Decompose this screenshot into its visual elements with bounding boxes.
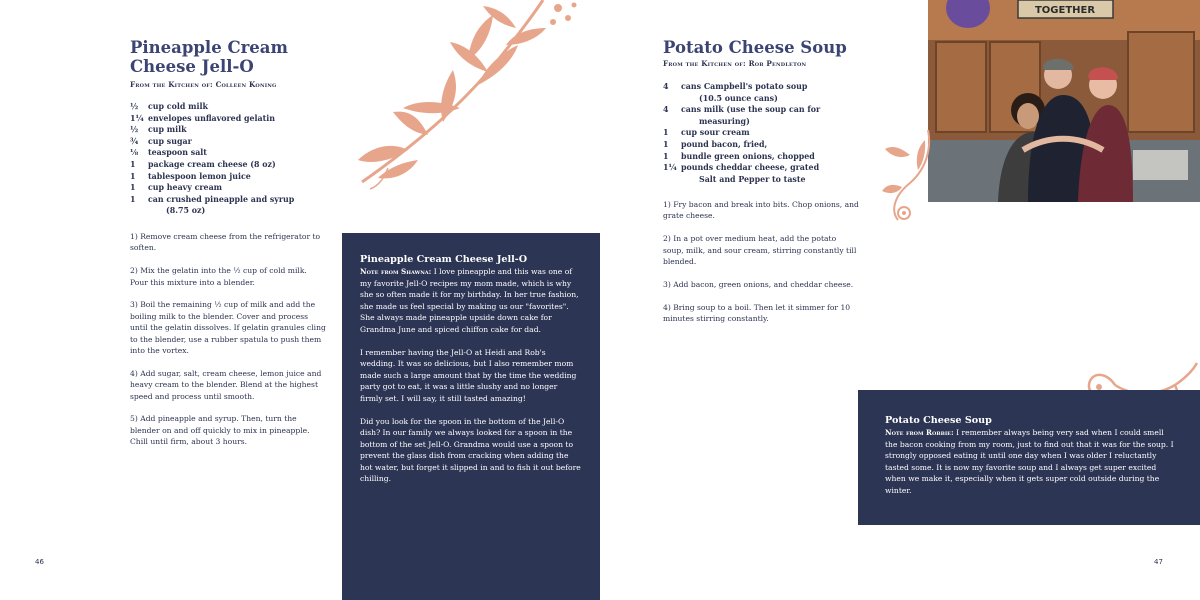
ingredient-quantity: 4 — [663, 82, 669, 91]
ingredient-row — [663, 104, 883, 116]
recipe-title — [130, 38, 330, 76]
ingredient-row — [663, 174, 883, 186]
ingredient-item: pound bacon, fried, — [681, 139, 768, 149]
ingredient-list — [663, 81, 883, 185]
ingredient-list — [130, 101, 330, 217]
ingredient-item: cup sugar — [148, 136, 192, 146]
ingredient-row — [130, 159, 330, 171]
ingredient-item: can crushed pineapple and syrup — [148, 194, 295, 204]
ingredient-row — [663, 139, 883, 151]
ingredient-quantity: 1 — [130, 183, 136, 193]
note-paragraph-2: I remember having the Jell-O at Heidi and Rob's wedding. It was so delicious, but I also remember mom made such a large amount that by the time the wedding party got to eat, it was a little slushy and no longer firmly set. I will say, it still tasted amazing! — [360, 347, 577, 403]
ingredient-item: measuring) — [699, 116, 750, 126]
ingredient-quantity — [663, 93, 681, 105]
note-paragraph-3: Did you look for the spoon in the bottom of the Jell-O dish? In our family we always looked for a spoon in the bottom of the set Jell-O. Grandma would use a spoon to prevent the glass dish from cracking when adding the hot water, but forget it slipped in and to fish it out before chilling. — [360, 416, 581, 483]
note-title: Potato Cheese Soup — [885, 415, 992, 426]
ingredient-item: cans Campbell's potato soup — [681, 82, 808, 91]
ingredient-quantity: 1 — [663, 151, 669, 161]
ingredient-quantity: 1¼ — [130, 113, 144, 123]
recipe-step: 5) Add pineapple and syrup. Then, turn the blender on and off quickly to mix in pineapple. Chill until firm, about 3 hours. — [130, 414, 310, 447]
ingredient-row — [663, 162, 883, 174]
recipe-step: 4) Bring soup to a boil. Then let it simmer for 10 minutes stirring constantly. — [663, 302, 851, 324]
ingredient-row — [130, 124, 330, 136]
ingredient-quantity — [663, 174, 681, 186]
ingredient-row — [130, 113, 330, 125]
page-number: 46 — [35, 558, 44, 566]
recipe-step: 1) Remove cream cheese from the refrigerator to soften. — [130, 232, 321, 253]
recipe-byline: From the Kitchen of: Colleen Koning — [130, 80, 277, 89]
family-photo — [928, 0, 1200, 202]
note-box — [858, 390, 1200, 525]
ingredient-quantity — [663, 116, 681, 128]
ingredient-row — [130, 171, 330, 183]
note-paragraph-1: I remember always being very sad when I could smell the bacon cooking from my room, just to find out that it was for the soup. I strongly opposed eating it until one day when I was older I reluctantly tasted some. It is now my favorite soup and I always get super excited when we make it, especially when it gets super cold outside during the winter. — [885, 428, 1174, 495]
family-photo-illustration — [928, 0, 1200, 202]
ingredient-quantity: 4 — [663, 105, 669, 115]
note-body — [360, 266, 582, 485]
note-title: Pineapple Cream Cheese Jell-O — [360, 254, 528, 265]
ingredient-row — [663, 116, 883, 128]
ingredient-item: cup heavy cream — [148, 183, 223, 193]
ingredient-item: cup sour cream — [681, 128, 750, 138]
ingredient-item: envelopes unflavored gelatin — [148, 113, 275, 123]
ingredient-item: pounds cheddar cheese, grated — [681, 163, 820, 173]
ingredient-row — [663, 151, 883, 163]
ingredient-row — [130, 205, 330, 217]
floral-branch-decoration — [348, 0, 584, 190]
ingredient-row — [130, 136, 330, 148]
ingredient-quantity: ¾ — [130, 136, 139, 146]
recipe-title: Potato Cheese Soup — [663, 38, 847, 57]
ingredient-quantity: 1¼ — [663, 163, 677, 173]
ingredient-quantity: 1 — [130, 171, 136, 181]
ingredient-item: package cream cheese (8 oz) — [148, 159, 276, 169]
ingredient-row — [663, 93, 883, 105]
recipe-byline: From the Kitchen of: Rob Pendleton — [663, 59, 807, 68]
ingredient-item: cup cold milk — [148, 102, 208, 111]
recipe-title-line-1: Pineapple Cream — [130, 38, 288, 57]
recipe-step: 2) In a pot over medium heat, add the potato soup, milk, and sour cream, stirring constantly till blended. — [663, 234, 857, 267]
page-number: 47 — [1154, 558, 1163, 566]
note-label: Note from Shawna: — [360, 267, 432, 276]
recipe-steps — [663, 199, 859, 336]
recipe-step: 2) Mix the gelatin into the ½ cup of cold milk. Pour this mixture into a blender. — [130, 266, 307, 287]
ingredient-row — [130, 147, 330, 159]
ingredient-quantity — [130, 205, 148, 217]
note-paragraph-1: I love pineapple and this was one of my favorite Jell-O recipes my mom made, which is why she so often made it for my birthday. In her true fashion, she made us feel special by making us our "favorites". She always made pineapple upside down cake for Grandma June and spiced chiffon cake for dad. — [360, 267, 579, 334]
corner-flourish-decoration — [880, 125, 940, 225]
note-body — [885, 427, 1176, 496]
ingredient-quantity: 1 — [663, 128, 669, 138]
ingredient-row — [663, 81, 883, 93]
recipe-step: 3) Add bacon, green onions, and cheddar cheese. — [663, 279, 854, 289]
ingredient-quantity: 1 — [663, 139, 669, 149]
ingredient-quantity: ⅛ — [130, 148, 139, 158]
ingredient-row — [130, 194, 330, 206]
ingredient-quantity: 1 — [130, 194, 136, 204]
note-label: Note from Robbie: — [885, 428, 954, 437]
ingredient-item: (8.75 oz) — [166, 206, 206, 216]
ingredient-item: Salt and Pepper to taste — [699, 174, 806, 184]
ingredient-quantity: 1 — [130, 159, 136, 169]
right-page — [600, 0, 1200, 600]
recipe-steps — [130, 231, 326, 459]
ingredient-quantity: ½ — [130, 125, 139, 135]
photo-sign-text: TOGETHER — [1034, 5, 1096, 16]
note-box — [342, 233, 600, 600]
ingredient-item: (10.5 ounce cans) — [699, 93, 778, 103]
recipe-title-line-2: Cheese Jell-O — [130, 57, 254, 76]
recipe-step: 4) Add sugar, salt, cream cheese, lemon juice and heavy cream to the blender. Blend at the highest speed and process until smooth. — [130, 368, 322, 401]
ingredient-row — [130, 182, 330, 194]
recipe-step: 3) Boil the remaining ½ cup of milk and add the boiling milk to the blender. Cover and process until the gelatin dissolves. If gelatin granules cling to the blender, use a rubber spatula to push them into the vortex. — [130, 300, 326, 356]
ingredient-item: cans milk (use the soup can for — [681, 105, 821, 115]
ingredient-row — [130, 101, 330, 113]
ingredient-row — [663, 127, 883, 139]
ingredient-item: bundle green onions, chopped — [681, 151, 815, 161]
ingredient-item: tablespoon lemon juice — [148, 171, 251, 181]
ingredient-item: teaspoon salt — [148, 148, 207, 158]
ingredient-item: cup milk — [148, 125, 187, 135]
recipe-step: 1) Fry bacon and break into bits. Chop onions, and grate cheese. — [663, 200, 859, 221]
ingredient-quantity: ½ — [130, 102, 139, 111]
